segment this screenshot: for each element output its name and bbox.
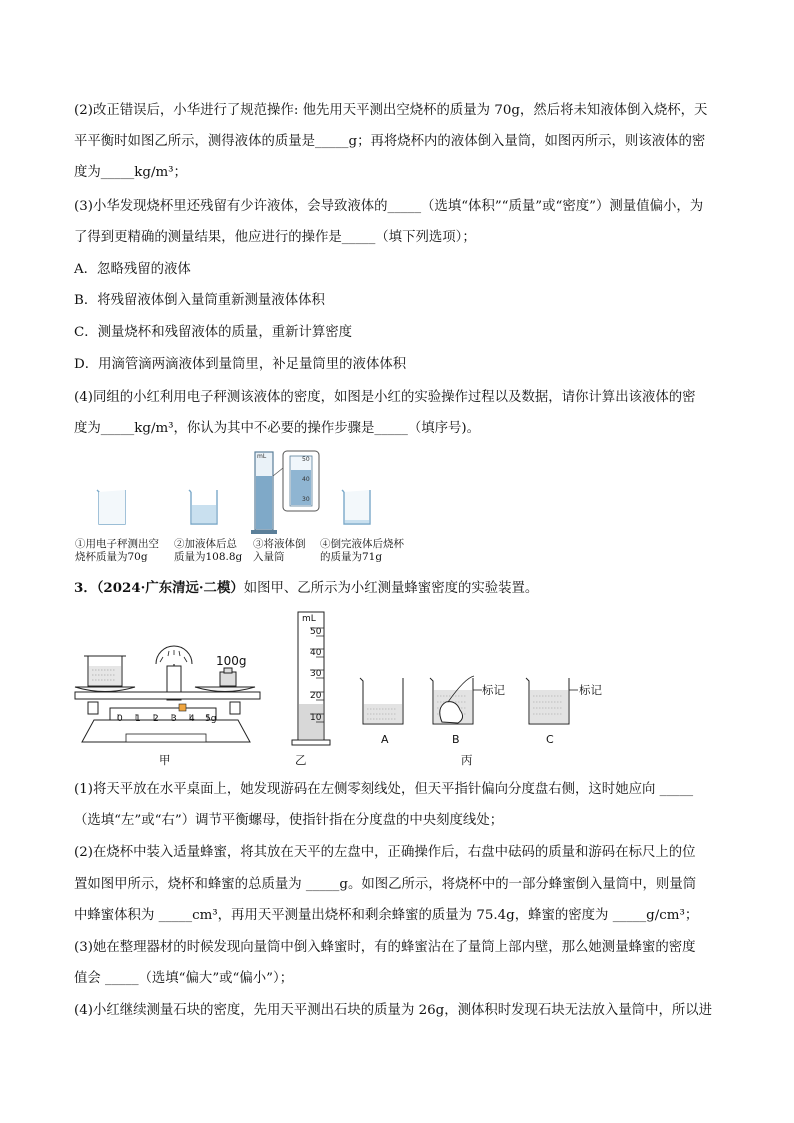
label-c: C: [546, 733, 554, 746]
option-c: C．测量烧杯和残留液体的质量，重新计算密度: [74, 325, 353, 340]
mark-label-c: 标记: [579, 683, 602, 697]
mark-label-b: 标记: [482, 683, 505, 697]
cylinder-tick-50: 50: [310, 627, 322, 637]
scale-label-2: 2: [153, 714, 159, 724]
scale-label-0: 0: [117, 714, 123, 724]
label-bing: 丙: [461, 753, 473, 767]
caption-step-4b: 的质量为71g: [320, 551, 383, 563]
cylinder-tick-30: 30: [310, 669, 322, 679]
beaker-b-icon: [430, 676, 482, 724]
svg-text:mL: mL: [257, 453, 267, 460]
scale-label-3: 3: [171, 714, 177, 724]
p3-line1: (3)小华发现烧杯里还残留有少许液体，会导致液体的_____（选填“体积”“质量”或“密度”）测量值偏小，为: [74, 199, 704, 214]
s3-line1: (3)她在整理器材的时候发现向量筒中倒入蜂蜜时，有的蜂蜜沾在了量筒上部内壁，那么她测量蜂蜜的密度: [74, 940, 696, 955]
scale-label-1: 1: [135, 714, 141, 724]
label-yi: 乙: [295, 753, 307, 767]
s3-line2: 值会 _____（选填“偏大”或“偏小”）；: [74, 971, 294, 986]
s1-line2: （选填“左”或“右”）调节平衡螺母，使指针指在分度盘的中央刻度线处；: [74, 813, 504, 828]
cylinder-unit: mL: [302, 614, 316, 624]
option-d: D．用滴管滴两滴液体到量筒里，补足量筒里的液体体积: [74, 357, 407, 372]
s1-line1: (1)将天平放在水平桌面上，她发现游码在左侧零刻线处，但天平指针偏向分度盘右侧，这时她应向 _____: [74, 782, 694, 797]
p2-line1: (2)改正错误后，小华进行了规范操作: 他先用天平测出空烧杯的质量为 70g，然后将未知液体倒入烧杯，天: [74, 103, 708, 118]
beaker-c-icon: [526, 678, 578, 724]
caption-step-3b: 入量筒: [253, 551, 285, 563]
caption-step-1a: ①用电子秤测出空: [75, 538, 159, 550]
scale-label-5: 5g: [205, 714, 217, 724]
p2-line3: 度为_____kg/m³；: [74, 165, 187, 180]
s4-line1: (4)小红继续测量石块的密度，先用天平测出石块的质量为 26g，测体积时发现石块无法放入量筒中，所以进: [74, 1003, 713, 1018]
beaker-residue-icon: [342, 490, 370, 524]
p2-line2: 平平衡时如图乙所示，测得液体的质量是_____g；再将烧杯内的液体倒入量筒，如图丙所示，则该液体的密: [74, 134, 706, 149]
p3-line2: 了得到更精确的测量结果，他应进行的操作是_____（填下列选项）；: [74, 230, 476, 245]
label-a: A: [381, 733, 389, 746]
svg-text:50: 50: [302, 456, 310, 463]
s2-line3: 中蜂蜜体积为 _____cm³，再用天平测量出烧杯和剩余蜂蜜的质量为 75.4g，蜂蜜的密度为 _____g/cm³；: [74, 908, 699, 923]
caption-step-1b: 烧杯质量为70g: [75, 551, 148, 563]
label-jia: 甲: [159, 753, 171, 767]
s2-line2: 置如图甲所示，烧杯和蜂蜜的总质量为 _____g。如图乙所示，将烧杯中的一部分蜂蜜倒入量筒中，则量筒: [74, 877, 697, 892]
caption-step-2a: ②加液体后总: [174, 538, 237, 550]
measuring-cylinder-icon: [251, 452, 277, 534]
cylinder-tick-40: 40: [310, 648, 322, 658]
cylinder-tick-20: 20: [310, 691, 322, 701]
label-b: B: [452, 733, 460, 746]
p4-line1: (4)同组的小红利用电子秤测该液体的密度，如图是小红的实验操作过程以及数据，请你计算出该液体的密: [74, 390, 696, 405]
svg-text:40: 40: [302, 476, 310, 483]
cylinder-magnified-view: [273, 451, 319, 511]
weight-label: 100g: [216, 654, 247, 668]
option-a: A．忽略残留的液体: [74, 262, 191, 277]
caption-step-2b: 质量为108.8g: [174, 551, 243, 563]
caption-step-3a: ③将液体倒: [253, 538, 306, 550]
cylinder-tick-10: 10: [310, 713, 322, 723]
p4-line2: 度为_____kg/m³，你认为其中不必要的操作步骤是_____（填序号)。: [74, 421, 481, 436]
beaker-liquid-icon: [189, 490, 217, 524]
svg-text:30: 30: [302, 496, 310, 503]
question-3-intro: 如图甲、乙所示为小红测量蜂蜜密度的实验装置。: [243, 581, 539, 596]
question-3-source: 3．（2024·广东清远·二模）: [74, 580, 244, 596]
figure-beaker-procedure: [85, 448, 425, 540]
question-3-header: [74, 579, 538, 598]
beaker-a-icon: [360, 678, 403, 724]
caption-step-4a: ④倒完液体后烧杯: [320, 538, 404, 550]
s2-line1: (2)在烧杯中装入适量蜂蜜，将其放在天平的左盘中，正确操作后，右盘中砝码的质量和游码在标尺上的位: [74, 845, 696, 860]
scale-label-4: 4: [189, 714, 195, 724]
beaker-empty-icon: [97, 490, 125, 524]
option-b: B．将残留液体倒入量筒重新测量液体体积: [74, 293, 325, 308]
figure-balance-apparatus: [70, 604, 620, 774]
